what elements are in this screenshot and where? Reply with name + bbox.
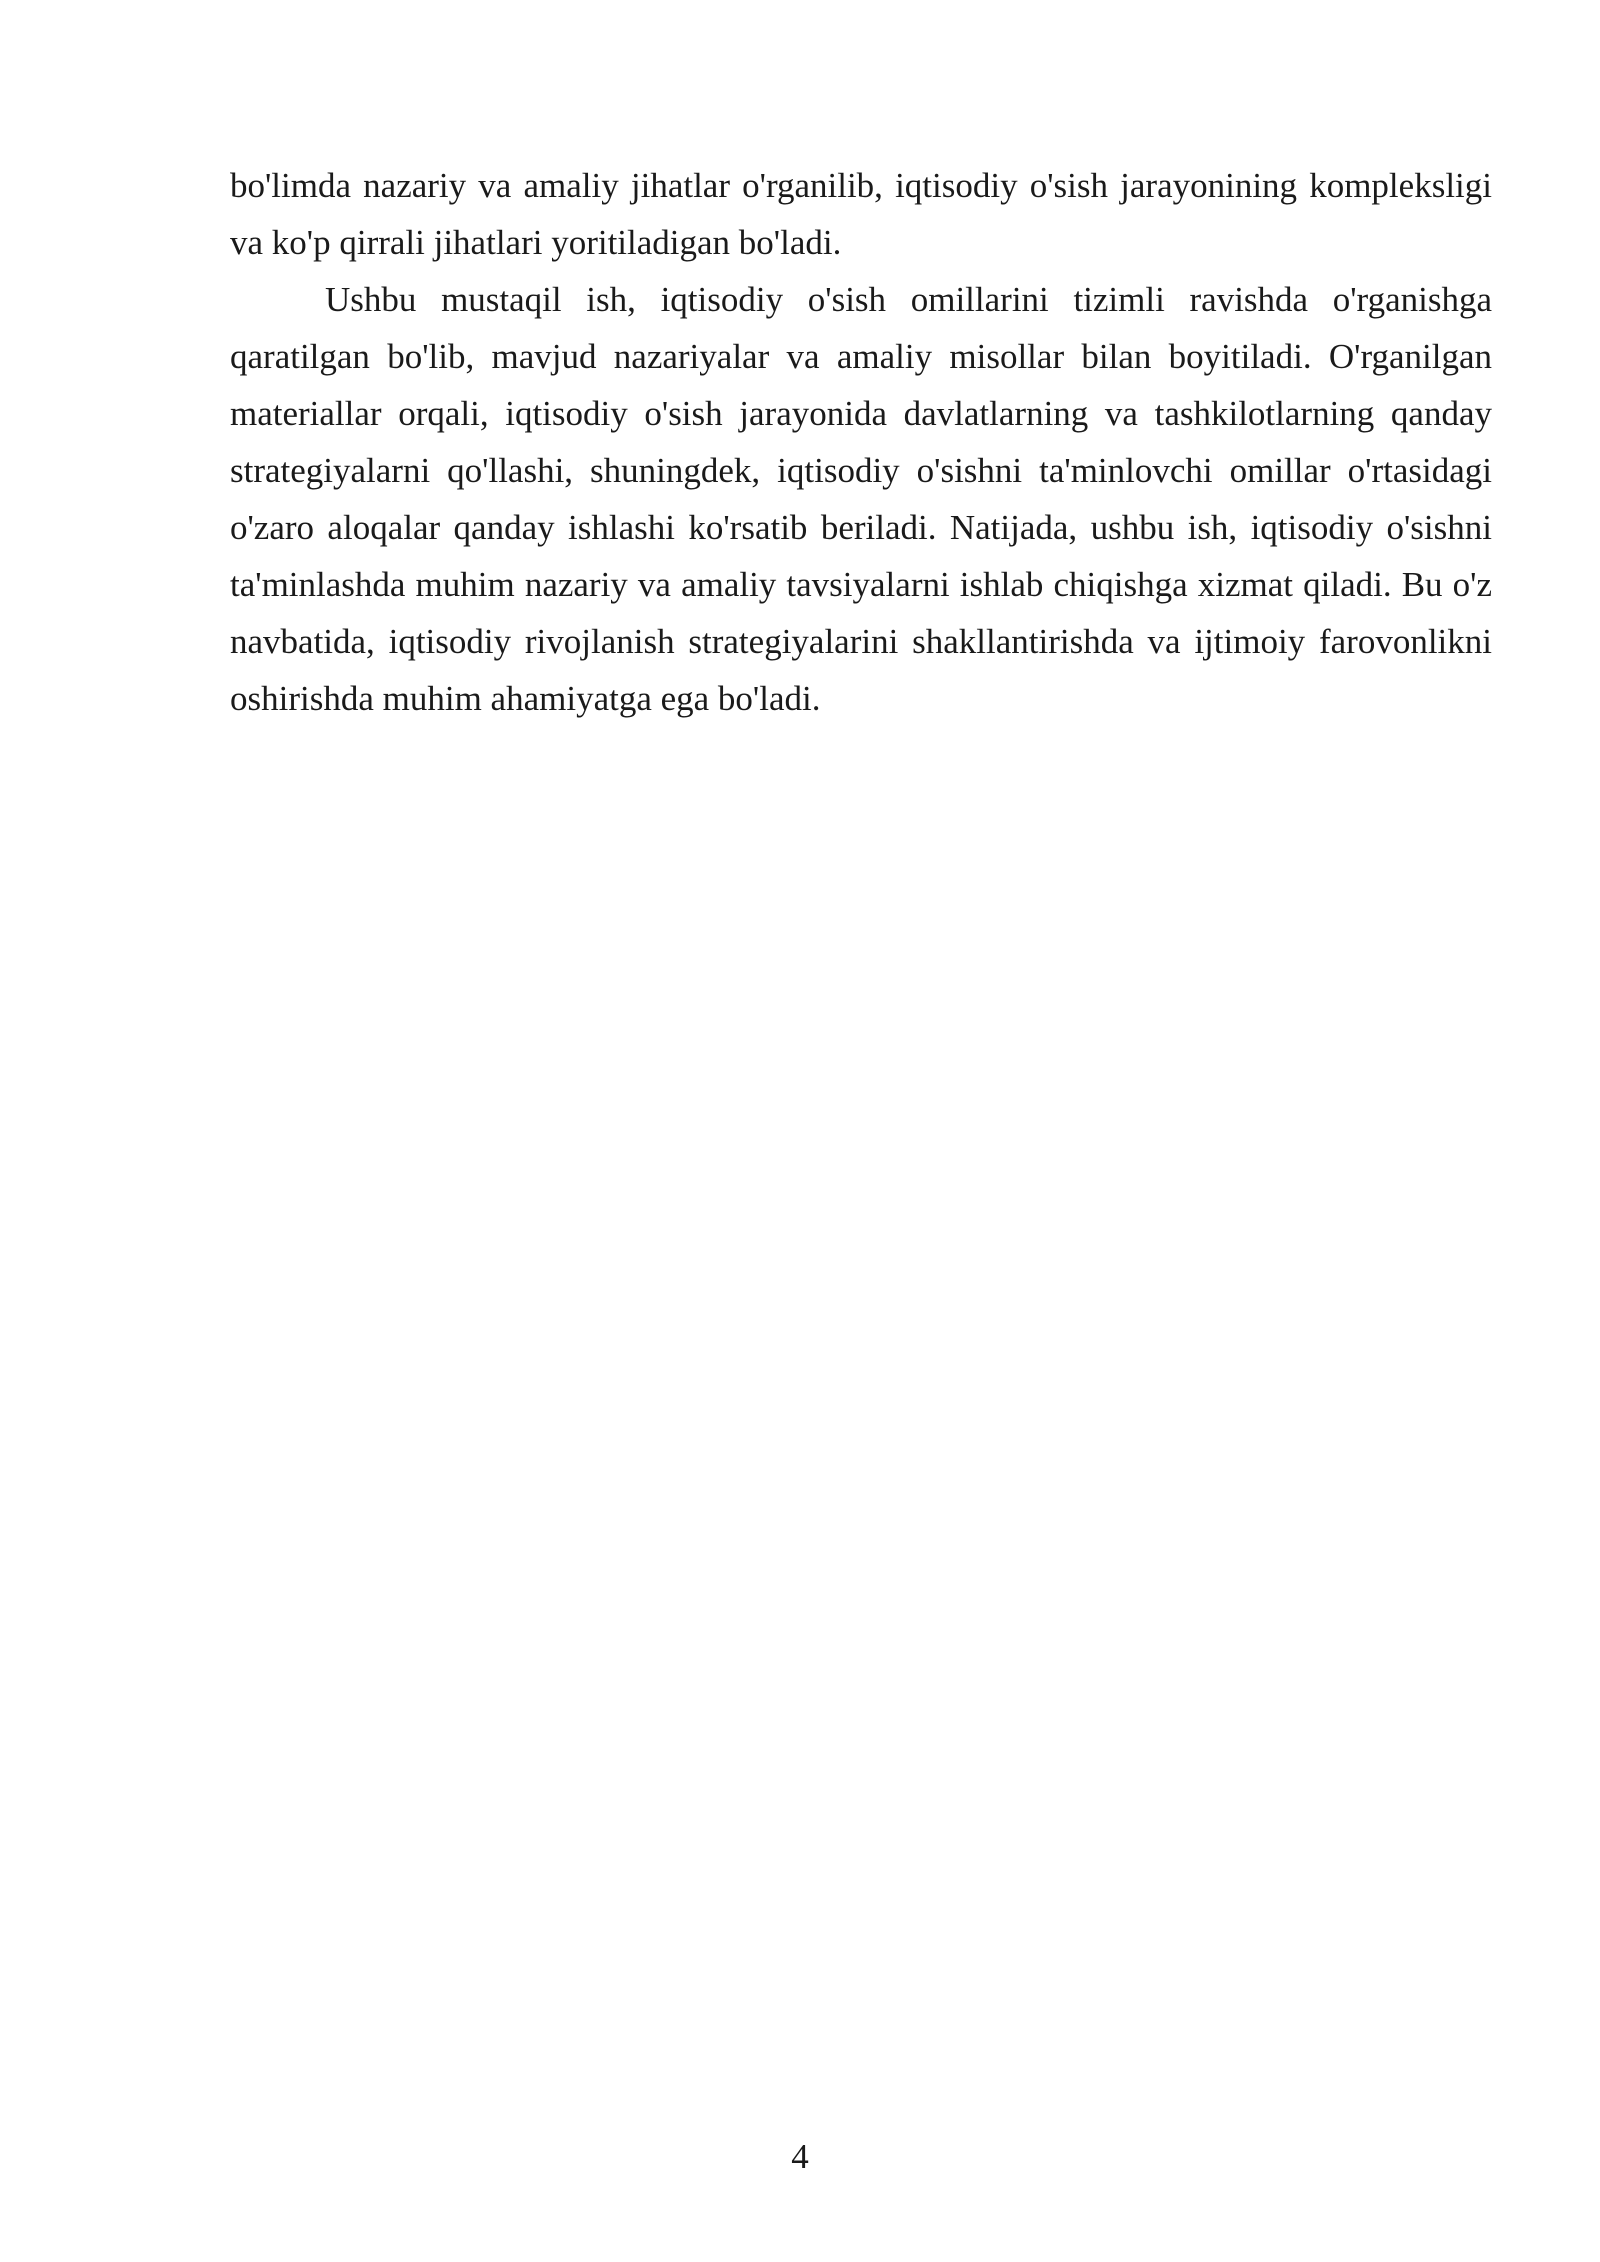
- paragraph-main: Ushbu mustaqil ish, iqtisodiy o'sish omillarini tizimli ravishda o'rganishga qaratilgan bo'lib, mavjud nazariyalar va amaliy misollar bilan boyitiladi. O'rganilgan materiallar orqali, iqtisodiy o'sish jarayonida davlatlarning va tashkilotlarning qanday strategiyalarni qo'llashi, shuningdek, iqtisodiy o'sishni ta'minlovchi omillar o'rtasidagi o'zaro aloqalar qanday ishlashi ko'rsatib beriladi. Natijada, ushbu ish, iqtisodiy o'sishni ta'minlashda muhim nazariy va amaliy tavsiyalarni ishlab chiqishga xizmat qiladi. Bu o'z navbatida, iqtisodiy rivojlanish strategiyalarini shakllantirishda va ijtimoiy farovonlikni oshirishda muhim ahamiyatga ega bo'ladi.: [230, 280, 1492, 718]
- paragraph-continuation: bo'limda nazariy va amaliy jihatlar o'rganilib, iqtisodiy o'sish jarayonining kompleksligi va ko'p qirrali jihatlari yoritiladigan bo'ladi.: [230, 166, 1492, 262]
- page-number: 4: [791, 2137, 809, 2176]
- document-body: [230, 157, 1492, 727]
